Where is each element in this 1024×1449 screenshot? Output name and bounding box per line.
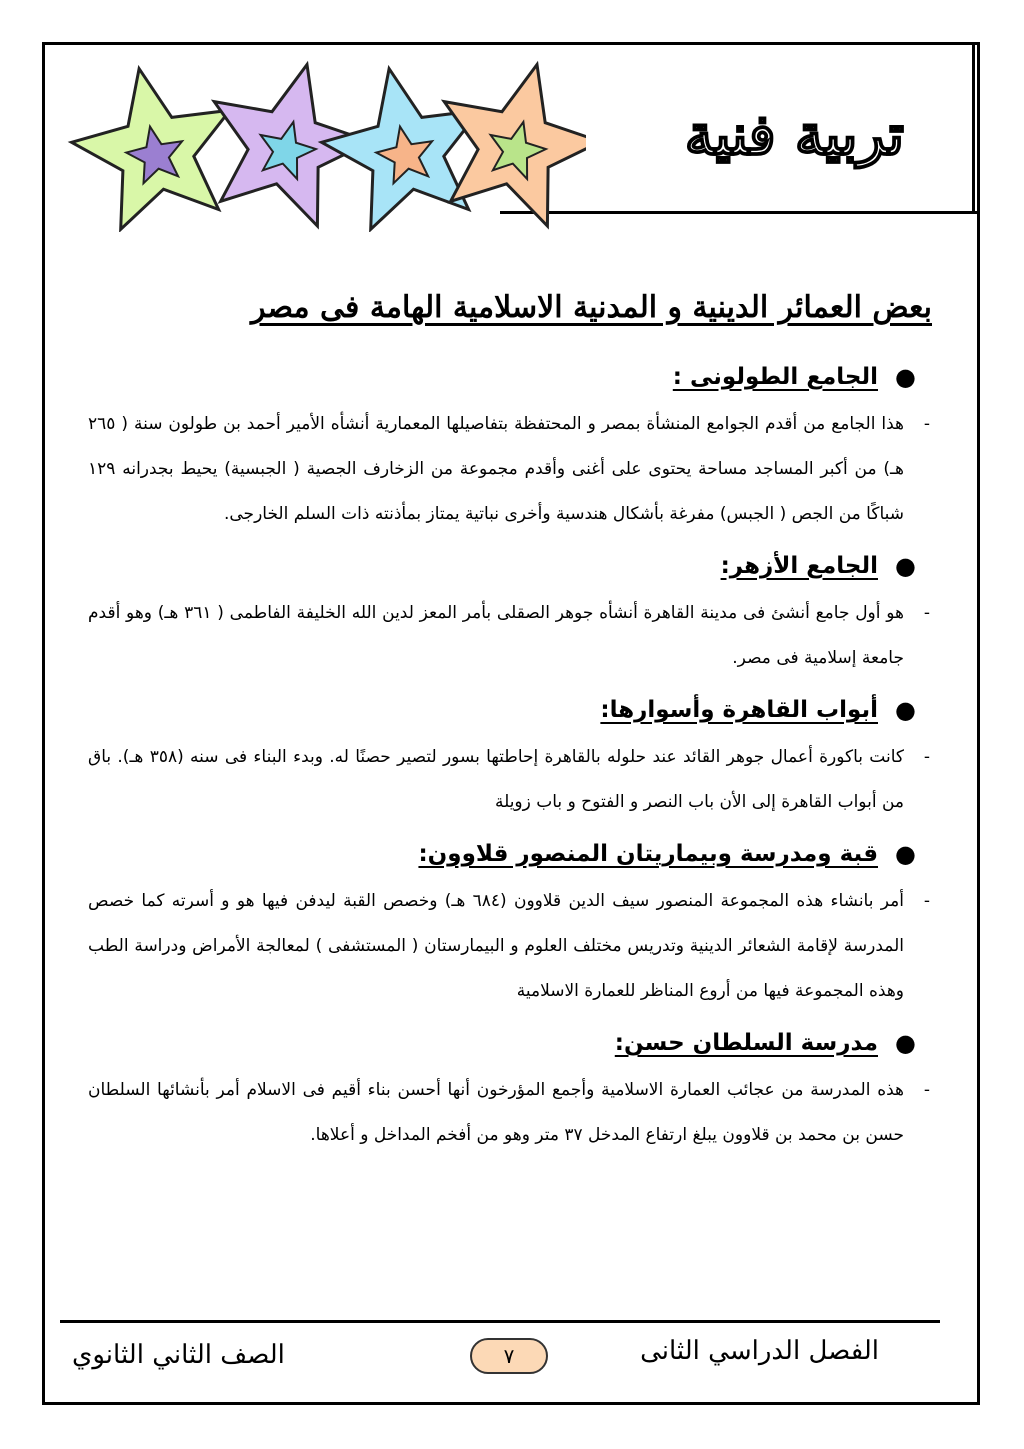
- dash-icon: -: [923, 747, 930, 767]
- dash-icon: -: [923, 603, 930, 623]
- section-title: ● قبة ومدرسة وبيماريتان المنصور قلاوون:: [88, 829, 906, 879]
- bullet-icon: ●: [895, 552, 916, 580]
- section-title: ● الجامع الطولونى :: [88, 352, 906, 402]
- section-body: - كانت باكورة أعمال جوهر القائد عند حلوله بالقاهرة إحاطتها بسور لتصير حصنًا له. وبدء البناء فى سنه (٣٥٨ هـ). باق من أبواب القاهرة إلى الأن باب النصر و الفتوح و باب زويلة: [88, 735, 906, 825]
- bullet-icon: ●: [895, 840, 916, 868]
- subject-title: تربية فنية: [684, 102, 904, 168]
- section-body: - أمر بانشاء هذه المجموعة المنصور سيف الدين قلاوون (٦٨٤ هـ) وخصص القبة ليدفن فيها هو و أسرته كما خصص المدرسة لإقامة الشعائر الدينية وتدريس مختلف العلوم و البيمارستان ( المستشفى ) لمعالجة الأمراض ودراسة الطب وهذه المجموعة فيها من أروع المناظر للعمارة الاسلامية: [88, 879, 906, 1014]
- footer-semester: الفصل الدراسي الثانى: [640, 1336, 879, 1366]
- bullet-icon: ●: [895, 363, 916, 391]
- footer-grade: الصف الثاني الثانوي: [72, 1340, 285, 1370]
- dash-icon: -: [923, 891, 930, 911]
- page-number-badge: ٧: [470, 1338, 548, 1374]
- bullet-icon: ●: [895, 1029, 916, 1057]
- footer-rule: [60, 1320, 940, 1323]
- section-title: ● الجامع الأزهر:: [88, 541, 906, 591]
- page-heading: بعض العمائر الدينية و المدنية الاسلامية الهامة فى مصر: [250, 290, 932, 325]
- dash-icon: -: [923, 414, 930, 434]
- section-body: - هذه المدرسة من عجائب العمارة الاسلامية وأجمع المؤرخون أنها أحسن بناء أقيم فى الاسلام أمر بأنشائها السلطان حسن بن محمد بن قلاوون يبلغ ارتفاع المدخل ٣٧ متر وهو من أفخم المداخل و أعلاها.: [88, 1068, 906, 1158]
- section-body: - هذا الجامع من أقدم الجوامع المنشأة بمصر و المحتفظة بتفاصيلها المعمارية أنشأه الأمير أحمد بن طولون سنة ( ٢٦٥ هـ) من أكبر المساجد مساحة يحتوى على أغنى وأقدم مجموعة من الزخارف الجصية ( الجبسية) يحيط بجدرانه ١٢٩ شباكًا من الجص ( الجبس) مفرغة بأشكال هندسية وأخرى نباتية يمتاز بمأذنته ذات السلم الخارجى.: [88, 402, 906, 537]
- header-vertical-rule: [972, 44, 975, 214]
- bullet-icon: ●: [895, 696, 916, 724]
- content: [88, 352, 930, 1162]
- section-title: ● مدرسة السلطان حسن:: [88, 1018, 906, 1068]
- dash-icon: -: [923, 1080, 930, 1100]
- stars-decoration: [46, 52, 586, 232]
- section-body: - هو أول جامع أنشئ فى مدينة القاهرة أنشأه جوهر الصقلى بأمر المعز لدين الله الخليفة الفاطمى ( ٣٦١ هـ) وهو أقدم جامعة إسلامية فى مصر.: [88, 591, 906, 681]
- section-title: ● أبواب القاهرة وأسوارها:: [88, 685, 906, 735]
